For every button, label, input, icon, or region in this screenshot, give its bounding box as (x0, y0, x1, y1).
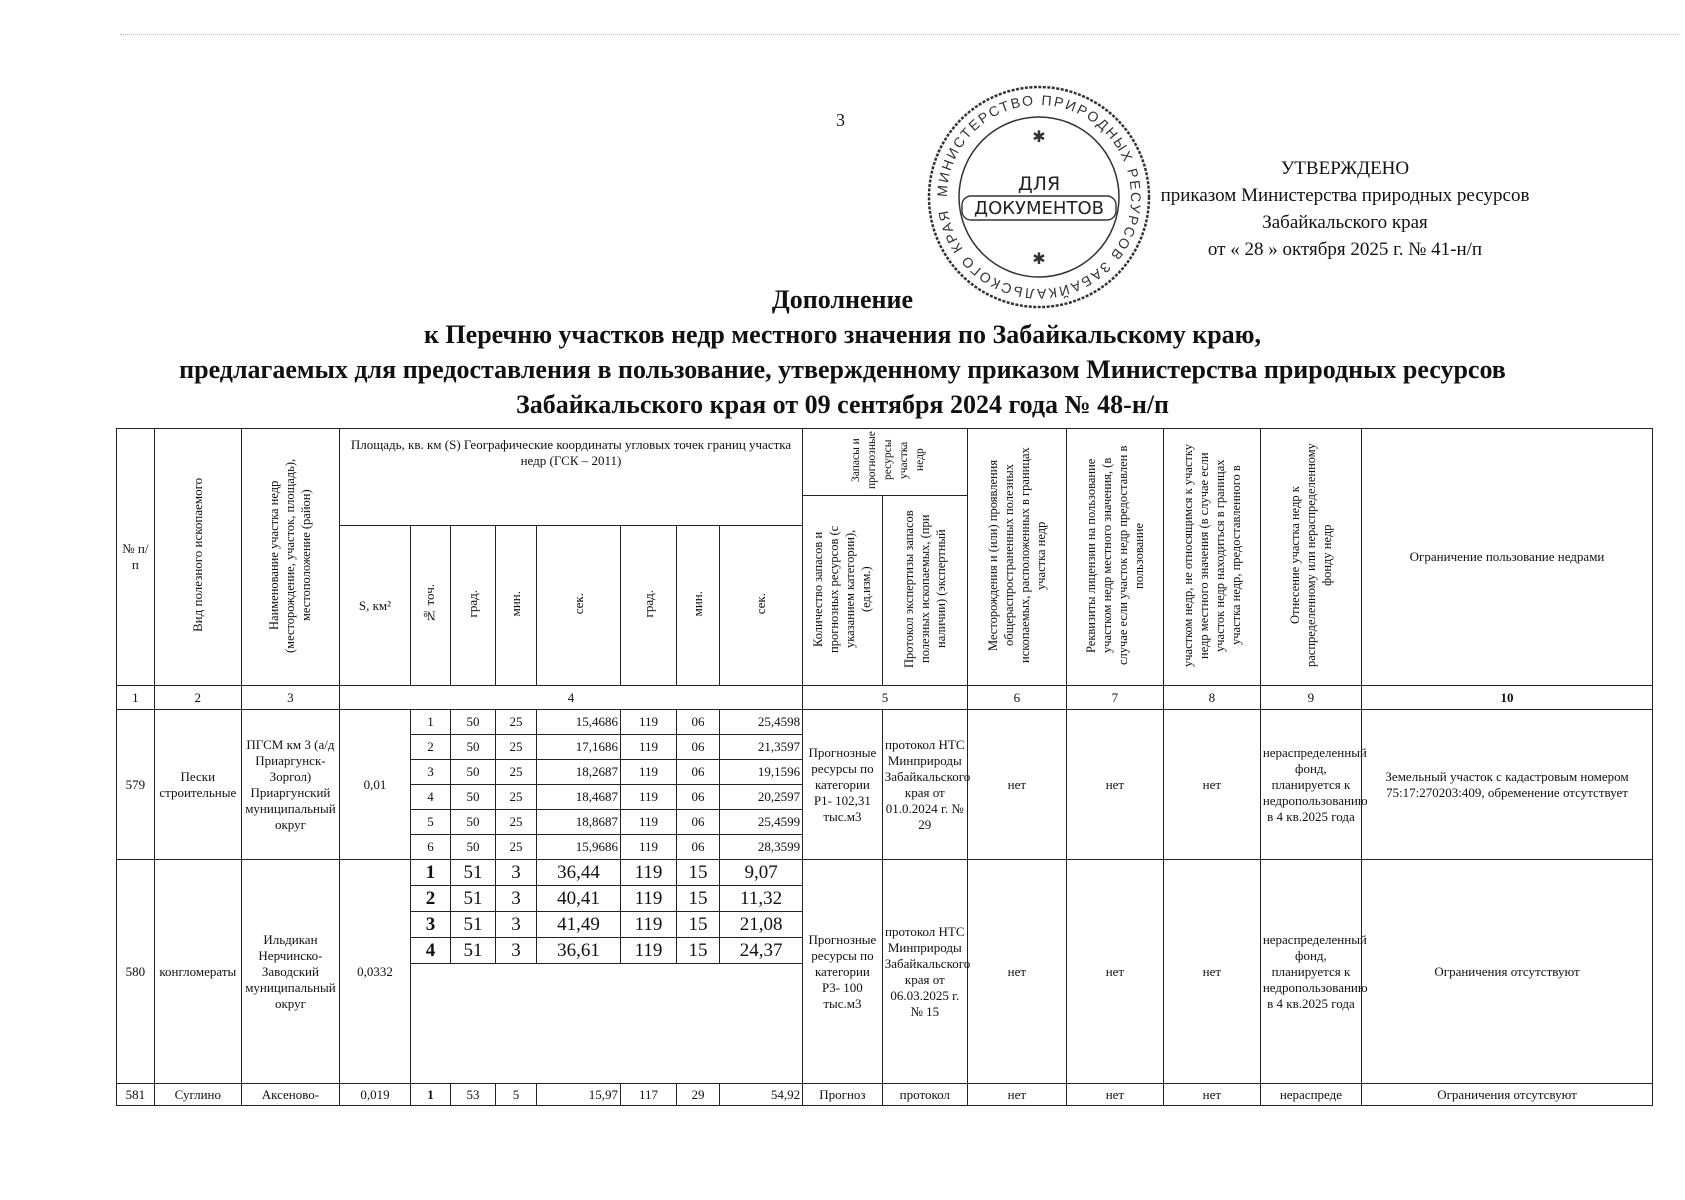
row-protocol: протокол НТС Минприроды Забайкальского края от 06.03.2025 г. № 15 (882, 860, 967, 1084)
approval-line1: УТВЕРЖДЕНО (1280, 158, 1410, 179)
header-lon-deg: град. (621, 526, 677, 686)
lon-min: 06 (677, 785, 720, 810)
point-number: 2 (411, 886, 451, 912)
header-col6: Месторождения и (или) проявления общераспространенных полезных ископаемых, расположенных в границах участка недр (967, 429, 1066, 686)
row-col10: Ограничения отсутствуют (1362, 860, 1653, 1084)
point-number: 4 (411, 938, 451, 964)
row-col8: нет (1163, 1084, 1260, 1106)
lat-min: 3 (496, 938, 537, 964)
row-num: 581 (117, 1084, 155, 1106)
lat-min: 3 (496, 912, 537, 938)
lat-min: 25 (496, 760, 537, 785)
row-protocol: протокол (882, 1084, 967, 1106)
lon-sec: 21,08 (720, 912, 803, 938)
point-number: 4 (411, 785, 451, 810)
lat-sec: 18,2687 (537, 760, 621, 785)
lon-deg: 119 (621, 710, 677, 735)
row-col8: нет (1163, 710, 1260, 860)
lat-sec: 17,1686 (537, 735, 621, 760)
row-reserves: Прогноз (803, 1084, 883, 1106)
lat-sec: 18,4687 (537, 785, 621, 810)
lon-min: 15 (677, 912, 720, 938)
colnum-3: 3 (241, 686, 339, 710)
lat-min: 25 (496, 810, 537, 835)
lat-min: 5 (496, 1084, 537, 1106)
header-s: S, км² (339, 526, 410, 686)
header-lat-deg: град. (450, 526, 495, 686)
colnum-4: 4 (339, 686, 802, 710)
point-number: 2 (411, 735, 451, 760)
svg-text:МИНИСТЕРСТВО ПРИРОДНЫХ РЕСУРСО (934, 92, 1144, 302)
lat-deg: 50 (450, 760, 495, 785)
lon-deg: 119 (621, 886, 677, 912)
lon-deg: 119 (621, 938, 677, 964)
lat-deg: 50 (450, 735, 495, 760)
lon-deg: 119 (621, 785, 677, 810)
point-number: 5 (411, 810, 451, 835)
row-area: 0,01 (339, 710, 410, 860)
approval-block (1135, 155, 1555, 263)
lat-deg: 50 (450, 810, 495, 835)
stamp-ring-text: МИНИСТЕРСТВО ПРИРОДНЫХ РЕСУРСОВ ЗАБАЙКАЛЬСКОГО КРАЯ (933, 91, 1145, 303)
row-name: Ильдикан Нерчинско-Заводский муниципальный округ (241, 860, 339, 1084)
lon-deg: 119 (621, 860, 677, 886)
row-reserves: Прогнозные ресурсы по категории P1- 102,31 тыс.м3 (803, 710, 883, 860)
colnum-1: 1 (117, 686, 155, 710)
header-lat-min: мин. (496, 526, 537, 686)
lat-min: 25 (496, 785, 537, 810)
row-mineral: Пески строительные (154, 710, 241, 860)
subsoil-plots-table (116, 428, 1653, 1106)
svg-text:✱: ✱ (1032, 251, 1046, 268)
lat-deg: 50 (450, 710, 495, 735)
lon-min: 29 (677, 1084, 720, 1106)
header-lon-min: мин. (677, 526, 720, 686)
document-title (100, 282, 1585, 422)
row-col10: Земельный участок с кадастровым номером 75:17:270203:409, обременение отсутствует (1362, 710, 1653, 860)
lat-sec: 15,9686 (537, 835, 621, 860)
header-lon-sec: сек. (720, 526, 803, 686)
header-reserves-protocol: Протокол экспертизы запасов полезных ископаемых, (при наличии) (экспертный (882, 496, 967, 686)
title-line1: Дополнение (771, 285, 914, 314)
row-col6: нет (967, 710, 1066, 860)
header-col7: Реквизиты лицензии на пользование участком недр местного значения, (в случае если участок недр предоставлен в пользование (1066, 429, 1163, 686)
lon-sec: 19,1596 (720, 760, 803, 785)
lat-deg: 51 (450, 886, 495, 912)
header-reserves-group: Запасы и прогнозные ресурсы участка недр (803, 429, 968, 496)
row-col9: нераспреде (1260, 1084, 1361, 1106)
lon-deg: 119 (621, 735, 677, 760)
title-line3: предлагаемых для предоставления в пользование, утвержденному приказом Министерства природных ресурсов (179, 355, 1506, 384)
official-stamp (924, 82, 1154, 312)
lon-sec: 28,3599 (720, 835, 803, 860)
lat-sec: 15,97 (537, 1084, 621, 1106)
header-lat-sec: сек. (537, 526, 621, 686)
lat-sec: 40,41 (537, 886, 621, 912)
colnum-10: 10 (1362, 686, 1653, 710)
title-line4: Забайкальского края от 09 сентября 2024 года № 48-н/п (515, 390, 1170, 419)
lon-sec: 54,92 (720, 1084, 803, 1106)
lon-deg: 119 (621, 835, 677, 860)
lon-min: 06 (677, 735, 720, 760)
header-point: № точ. (411, 526, 451, 686)
column-number-row (117, 686, 1653, 710)
lat-sec: 15,4686 (537, 710, 621, 735)
point-number: 6 (411, 835, 451, 860)
lat-min: 25 (496, 835, 537, 860)
lat-deg: 50 (450, 835, 495, 860)
row-col9: нераспределенный фонд, планируется к недропользованию в 4 кв.2025 года (1260, 860, 1361, 1084)
row-col6: нет (967, 860, 1066, 1084)
colnum-8: 8 (1163, 686, 1260, 710)
lon-sec: 25,4598 (720, 710, 803, 735)
lon-sec: 24,37 (720, 938, 803, 964)
colnum-6: 6 (967, 686, 1066, 710)
colnum-9: 9 (1260, 686, 1361, 710)
header-col10: Ограничение пользование недрами (1362, 429, 1653, 686)
lat-min: 25 (496, 735, 537, 760)
header-col8: участком недр, не относящимся к участку недр местного значения (в случае если участок недр находиться в границах участка недр, предоставленного в (1163, 429, 1260, 686)
row-name: Аксеново- (241, 1084, 339, 1106)
lon-min: 15 (677, 860, 720, 886)
empty-coord-area (411, 964, 803, 1084)
header-area-coords: Площадь, кв. км (S) Географические координаты угловых точек границ участка недр (ГСК – 2011) (339, 429, 802, 526)
header-col9: Отнесение участка недр к распределенному или нераспределенному фонду недр (1260, 429, 1361, 686)
row-protocol: протокол НТС Минприроды Забайкальского края от 01.0.2024 г. № 29 (882, 710, 967, 860)
lon-min: 06 (677, 760, 720, 785)
colnum-5: 5 (803, 686, 968, 710)
row-area: 0,019 (339, 1084, 410, 1106)
row-reserves: Прогнозные ресурсы по категории P3- 100 тыс.м3 (803, 860, 883, 1084)
lat-deg: 50 (450, 785, 495, 810)
table-row (117, 710, 1653, 735)
row-name: ПГСМ км 3 (а/д Приаргунск-Зоргол) Приаргунский муниципальный округ (241, 710, 339, 860)
row-num: 580 (117, 860, 155, 1084)
lon-deg: 117 (621, 1084, 677, 1106)
colnum-7: 7 (1066, 686, 1163, 710)
row-mineral: конгломераты (154, 860, 241, 1084)
lat-deg: 53 (450, 1084, 495, 1106)
lon-min: 15 (677, 886, 720, 912)
title-line2: к Перечню участков недр местного значения по Забайкальскому краю, (423, 320, 1262, 349)
colnum-2: 2 (154, 686, 241, 710)
lon-sec: 9,07 (720, 860, 803, 886)
point-number: 1 (411, 860, 451, 886)
row-col7: нет (1066, 710, 1163, 860)
point-number: 1 (411, 710, 451, 735)
approval-line4: от « 28 » октября 2025 г. № 41-н/п (1207, 239, 1483, 260)
point-number: 1 (411, 1084, 451, 1106)
lon-deg: 119 (621, 810, 677, 835)
table-row (117, 1084, 1653, 1106)
top-dotted-line (120, 34, 1680, 35)
header-num: № п/п (117, 429, 155, 686)
lon-sec: 25,4599 (720, 810, 803, 835)
header-mineral: Вид полезного ископаемого (154, 429, 241, 686)
row-mineral: Суглино (154, 1084, 241, 1106)
row-col8: нет (1163, 860, 1260, 1084)
page-number: 3 (836, 110, 845, 130)
lon-sec: 20,2597 (720, 785, 803, 810)
lon-min: 06 (677, 810, 720, 835)
approval-line3: Забайкальского края (1262, 212, 1428, 233)
row-col7: нет (1066, 860, 1163, 1084)
header-name: Наименование участка недр (месторождение, участок, площадь), местоположение (район) (241, 429, 339, 686)
lat-deg: 51 (450, 938, 495, 964)
lat-min: 25 (496, 710, 537, 735)
lat-deg: 51 (450, 912, 495, 938)
row-area: 0,0332 (339, 860, 410, 1084)
stamp-text-line2: ДОКУМЕНТОВ (974, 198, 1104, 219)
table-row (117, 860, 1653, 886)
header-reserves-qty: Количество запасов и прогнозных ресурсов (с указанием категории), (ед.изм.) (803, 496, 883, 686)
stamp-text-line1: ДЛЯ (1017, 173, 1061, 195)
svg-text:✱: ✱ (1032, 129, 1046, 146)
row-col6: нет (967, 1084, 1066, 1106)
lon-min: 06 (677, 710, 720, 735)
lat-sec: 36,61 (537, 938, 621, 964)
lon-deg: 119 (621, 760, 677, 785)
lat-min: 3 (496, 886, 537, 912)
lat-min: 3 (496, 860, 537, 886)
lat-deg: 51 (450, 860, 495, 886)
row-col9: нераспределенный фонд, планируется к недропользованию в 4 кв.2025 года (1260, 710, 1361, 860)
lat-sec: 36,44 (537, 860, 621, 886)
header-row-1 (117, 429, 1653, 496)
lon-sec: 11,32 (720, 886, 803, 912)
lat-sec: 18,8687 (537, 810, 621, 835)
row-col10: Ограничения отсутсвуют (1362, 1084, 1653, 1106)
row-col7: нет (1066, 1084, 1163, 1106)
point-number: 3 (411, 760, 451, 785)
lon-min: 06 (677, 835, 720, 860)
point-number: 3 (411, 912, 451, 938)
lon-min: 15 (677, 938, 720, 964)
lon-deg: 119 (621, 912, 677, 938)
approval-line2: приказом Министерства природных ресурсов (1160, 185, 1530, 206)
row-num: 579 (117, 710, 155, 860)
lat-sec: 41,49 (537, 912, 621, 938)
lon-sec: 21,3597 (720, 735, 803, 760)
